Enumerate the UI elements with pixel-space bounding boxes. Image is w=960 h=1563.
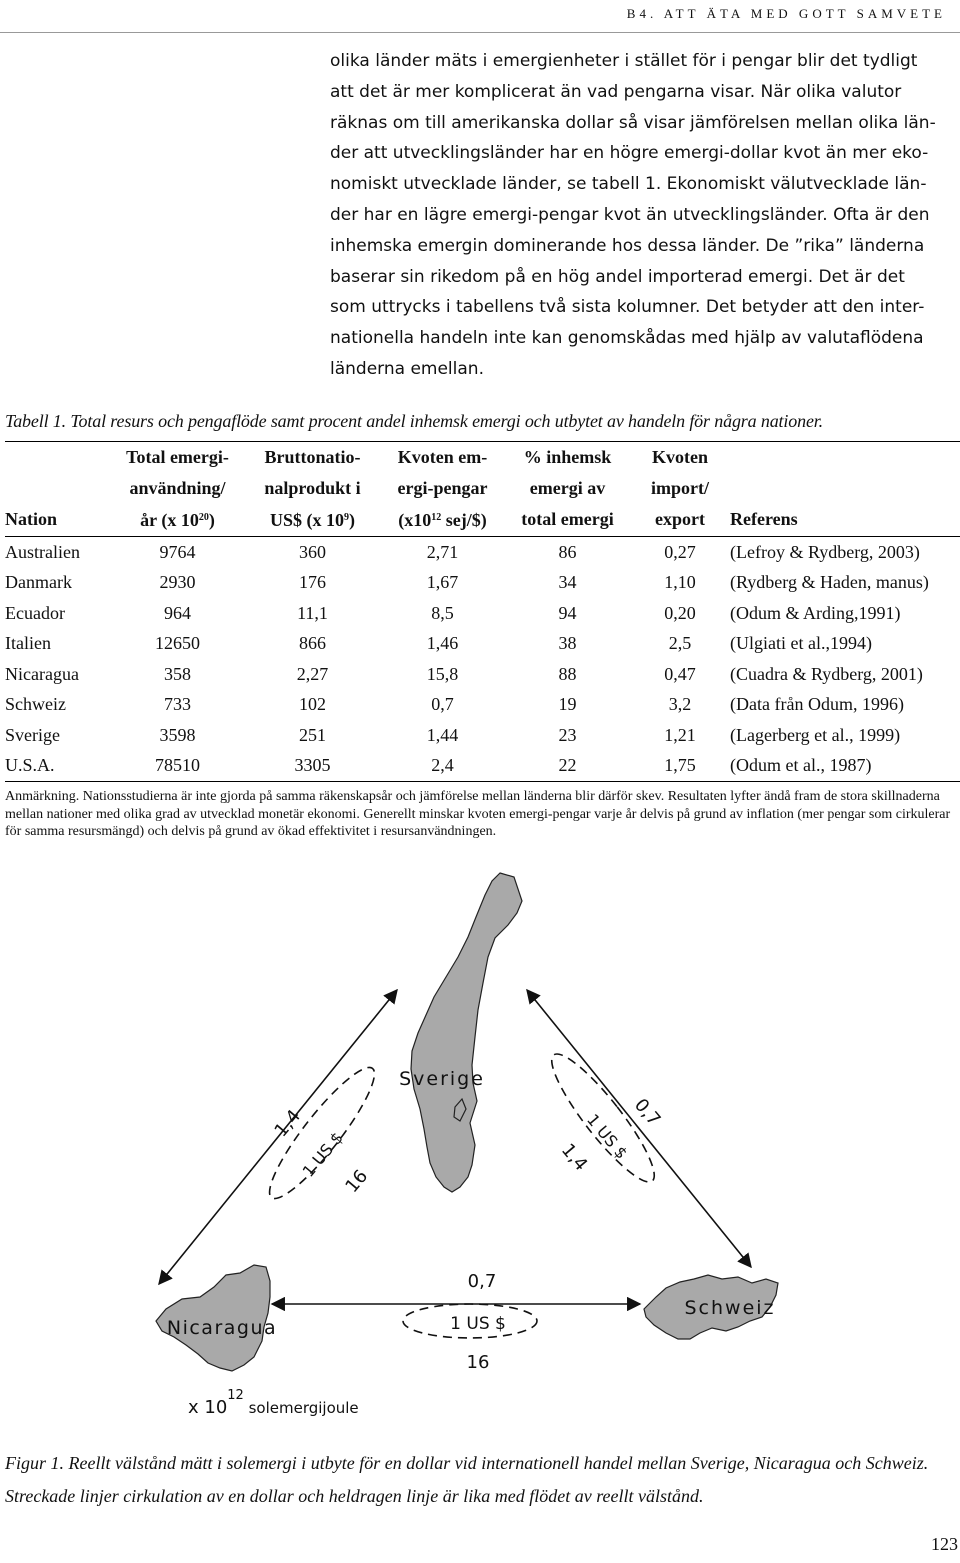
table-row <box>5 536 960 567</box>
cell-inhemsk: 88 <box>558 663 577 684</box>
bottom-bottom-value: 16 <box>466 1352 490 1373</box>
cell-import: 0,47 <box>664 663 696 684</box>
table-row <box>5 598 960 629</box>
cell-kvot: 15,8 <box>426 663 459 684</box>
body-line: der har en lägre emergi-pengar kvot än utvecklingsländer. Ofta är den <box>330 204 930 225</box>
cell-nation: Danmark <box>5 572 72 592</box>
emergy-table <box>5 441 960 782</box>
cell-total: 2930 <box>159 572 196 592</box>
table-row <box>5 628 960 659</box>
cell-import: 0,20 <box>664 602 696 623</box>
cell-bnp: 2,27 <box>296 663 329 684</box>
cell-bnp: 176 <box>299 572 326 592</box>
cell-nation: Italien <box>5 633 51 653</box>
cell-ref: (Odum & Arding,1991) <box>730 602 901 623</box>
header-brutto-2: nalprodukt i <box>264 477 361 498</box>
cell-import: 3,2 <box>668 694 692 714</box>
cell-ref: (Odum et al., 1987) <box>730 750 960 781</box>
left-outflow-value: 1,4 <box>270 1105 306 1142</box>
cell-import: 2,5 <box>668 633 692 653</box>
right-outflow-value: 0,7 <box>629 1094 665 1131</box>
header-total-1: Total emergi- <box>110 442 245 473</box>
trade-diagram <box>0 865 960 1435</box>
cell-ref: (Lagerberg et al., 1999) <box>730 724 901 745</box>
body-line: räknas om till amerikanska dollar så visar jämförelsen mellan olika län- <box>330 112 936 133</box>
left-inflow-value: 16 <box>341 1165 373 1197</box>
sweden-map <box>411 873 522 1192</box>
body-line: inhemska emergin dominerande hos dessa länder. De ”rika” länderna <box>330 235 925 256</box>
cell-kvot: 1,46 <box>426 633 459 653</box>
header-import-1: Kvoten <box>630 442 730 473</box>
cell-ref: (Cuadra & Rydberg, 2001) <box>730 663 923 684</box>
cell-import: 1,21 <box>664 724 696 745</box>
header-total-3: år (x $10^{20}$) <box>140 510 215 530</box>
cell-inhemsk: 94 <box>558 602 577 623</box>
cell-import: 0,27 <box>630 536 730 567</box>
header-import-2: import/ <box>651 477 709 498</box>
cell-total: 12650 <box>155 633 200 653</box>
cell-import: 1,10 <box>664 572 696 592</box>
header-kvot-2: ergi-pengar <box>397 477 488 498</box>
cell-ref: (Data från Odum, 1996) <box>730 694 904 714</box>
cell-inhemsk: 22 <box>505 750 630 781</box>
cell-bnp: 11,1 <box>297 602 328 623</box>
cell-kvot: 0,7 <box>431 694 454 714</box>
cell-inhemsk: 38 <box>558 633 577 653</box>
body-line: att det är mer komplicerat än vad pengarna visar. När olika valutor <box>330 81 902 102</box>
cell-import: 1,75 <box>630 750 730 781</box>
header-nation: Nation <box>5 509 58 529</box>
cell-nation: Nicaragua <box>5 663 79 684</box>
body-line: der att utvecklingsländer har en högre emergi-dollar kvot än mer eko- <box>330 143 929 164</box>
cell-ref: (Ulgiati et al.,1994) <box>730 633 872 653</box>
body-line: nomiskt utvecklade länder, se tabell 1. Ekonomiskt välutvecklade län- <box>330 174 927 195</box>
header-inhemsk-2: emergi av <box>529 477 606 498</box>
cell-inhemsk: 86 <box>505 536 630 567</box>
cell-kvot: 1,67 <box>426 572 459 592</box>
cell-inhemsk: 34 <box>558 572 577 592</box>
header-referens: Referens <box>730 509 798 529</box>
cell-nation: Schweiz <box>5 694 66 714</box>
cell-total: 964 <box>164 602 191 623</box>
header-import-3: export <box>655 509 705 529</box>
trade-figure <box>0 865 960 1435</box>
label-schweiz: Schweiz <box>684 1297 776 1319</box>
header-total-2: användning/ <box>129 477 226 498</box>
cell-nation: U.S.A. <box>5 750 110 781</box>
cell-bnp: 251 <box>299 724 326 745</box>
cell-bnp: 102 <box>299 694 326 714</box>
unit-label: x $10^{12}$ $_{solemergijoule}$ <box>188 1388 359 1418</box>
cell-total: 78510 <box>110 750 245 781</box>
right-money-label: 1 US $ <box>583 1110 632 1163</box>
running-header <box>0 0 960 33</box>
table-row <box>5 659 960 690</box>
page-number: 123 <box>931 1534 958 1554</box>
cell-total: 358 <box>164 663 191 684</box>
figure-caption: Figur 1. Reellt välstånd mätt i solemergi i utbyte för en dollar vid internationell handel mellan Sverige, Nicaragua och Schweiz. Streckade linjer cirkulation av en dollar och heldragen linje är lika med flödet av reellt välstånd. <box>5 1453 929 1506</box>
header-title: B4. ATT ÄTA MED GOTT SAMVETE <box>626 6 946 21</box>
cell-kvot: 2,4 <box>380 750 505 781</box>
cell-kvot: 2,71 <box>380 536 505 567</box>
cell-kvot: 8,5 <box>431 602 454 623</box>
cell-ref: (Rydberg & Haden, manus) <box>730 572 929 592</box>
body-line: som uttrycks i tabellens två sista kolumner. Det betyder att den inter- <box>330 297 925 318</box>
cell-nation: Australien <box>5 536 110 567</box>
cell-inhemsk: 19 <box>558 694 577 714</box>
header-brutto-1: Bruttonatio- <box>245 442 380 473</box>
bottom-money-label: 1 US $ <box>450 1314 506 1334</box>
bottom-top-value: 0,7 <box>467 1271 497 1292</box>
cell-nation: Ecuador <box>5 602 65 623</box>
body-line: länderna emellan. <box>330 358 484 379</box>
header-kvot-1: Kvoten em- <box>380 442 505 473</box>
cell-total: 9764 <box>110 536 245 567</box>
table-row <box>5 689 960 720</box>
body-line: olika länder mäts i emergienheter i stället för i pengar blir det tydligt <box>330 51 918 71</box>
cell-bnp: 866 <box>299 633 326 653</box>
cell-kvot: 1,44 <box>426 724 459 745</box>
cell-total: 3598 <box>159 724 196 745</box>
body-line: baserar sin rikedom på en hög andel importerad emergi. Det är det <box>330 266 905 287</box>
cell-total: 733 <box>164 694 191 714</box>
table-note: Anmärkning. Nationsstudierna är inte gjorda på samma räkenskapsår och jämförelse mellan länderna blir därför skev. Resultaten lyfter ändå fram de stora skillnaderna mellan nationer med olika grad av utvecklad monetär ekonomi. Generellt minskar kvoten emergi-pengar varje år delvis på grund av inflation (mer pengar som cirkulerar för samma resursmängd) och delvis på grund av ökad effektivitet i resursanvändningen. <box>5 789 951 839</box>
header-brutto-3: US$ (x $10^9$) <box>269 510 355 530</box>
body-paragraph <box>330 46 960 385</box>
cell-bnp: 360 <box>245 536 380 567</box>
cell-bnp: 3305 <box>245 750 380 781</box>
label-nicaragua: Nicaragua <box>166 1317 278 1339</box>
cell-ref: (Lefroy & Rydberg, 2003) <box>730 536 960 567</box>
table-caption: Tabell 1. Total resurs och pengaflöde samt procent andel inhemsk emergi och utbytet av handeln för några nationer. <box>5 411 823 431</box>
table-row <box>5 567 960 598</box>
cell-inhemsk: 23 <box>558 724 577 745</box>
cell-nation: Sverige <box>5 724 60 745</box>
body-line: nationella handeln inte kan genomskådas med hjälp av valutaflödena <box>330 328 924 349</box>
label-sverige: Sverige <box>399 1068 485 1090</box>
table-row <box>5 750 960 781</box>
header-inhemsk-3: total emergi <box>521 509 614 529</box>
header-inhemsk-1: % inhemsk <box>505 442 630 473</box>
table-row <box>5 720 960 751</box>
right-inflow-value: 1,4 <box>556 1139 592 1176</box>
header-kvot-3: ($x10^{12}$ sej/$) <box>398 510 487 530</box>
left-money-label: 1 US $ <box>298 1128 347 1181</box>
